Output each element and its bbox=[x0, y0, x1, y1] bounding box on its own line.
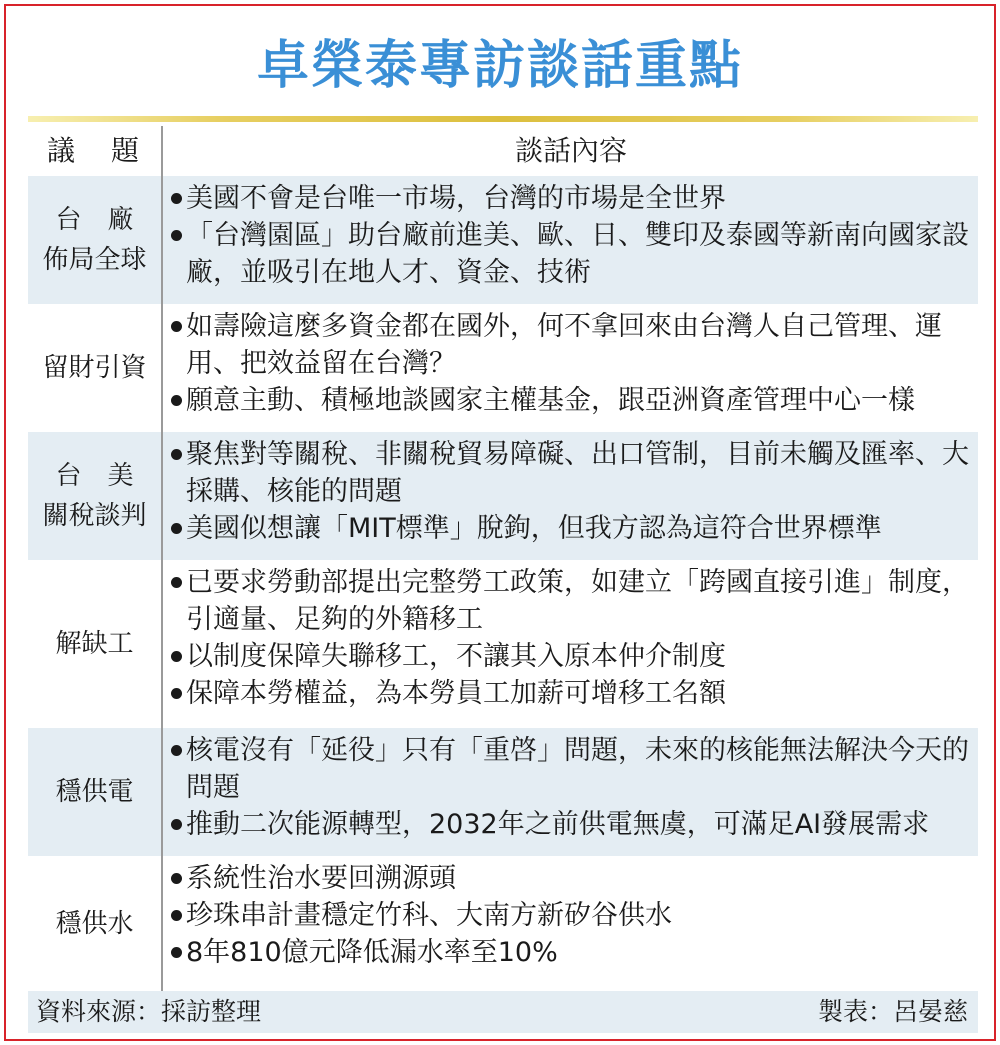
list-item: 系統性治水要回溯源頭 bbox=[170, 860, 976, 897]
row-content bbox=[170, 860, 976, 971]
list-item: 保障本勞權益，為本勞員工加薪可增移工名額 bbox=[170, 675, 976, 712]
title-divider bbox=[28, 116, 978, 122]
topic-line: 穩供水 bbox=[55, 908, 134, 939]
list-item: 推動二次能源轉型，2032年之前供電無虞，可滿足AI發展需求 bbox=[170, 806, 976, 843]
row-content bbox=[170, 308, 976, 419]
column-divider bbox=[161, 126, 163, 991]
table-row bbox=[28, 560, 978, 728]
summary-table bbox=[28, 126, 978, 968]
row-content bbox=[170, 436, 976, 547]
row-content bbox=[170, 180, 976, 291]
list-item: 8年810億元降低漏水率至10% bbox=[170, 934, 976, 971]
list-item: 核電沒有「延役」只有「重啓」問題，未來的核能無法解決今天的問題 bbox=[170, 732, 976, 806]
list-item: 願意主動、積極地談國家主權基金，跟亞洲資產管理中心一樣 bbox=[170, 382, 976, 419]
list-item: 已要求勞動部提出完整勞工政策，如建立「跨國直接引進」制度，引適量、足夠的外籍移工 bbox=[170, 564, 976, 638]
row-topic bbox=[28, 856, 161, 991]
header-topic: 議 題 bbox=[46, 134, 143, 167]
list-item: 如壽險這麼多資金都在國外，何不拿回來由台灣人自己管理、運用、把效益留在台灣？ bbox=[170, 308, 976, 382]
row-content bbox=[170, 564, 976, 712]
topic-line: 佈局全球 bbox=[42, 245, 147, 275]
topic-line: 台 美 bbox=[55, 461, 134, 491]
table-row bbox=[28, 728, 978, 856]
table-row bbox=[28, 856, 978, 991]
topic-line: 留財引資 bbox=[42, 353, 147, 383]
list-item: 以制度保障失聯移工，不讓其入原本仲介制度 bbox=[170, 638, 976, 675]
row-topic bbox=[28, 304, 161, 432]
topic-line: 關稅談判 bbox=[42, 501, 147, 531]
header-content: 談話內容 bbox=[514, 134, 627, 167]
topic-line: 解缺工 bbox=[55, 629, 134, 659]
list-item: 聚焦對等關稅、非關稅貿易障礙、出口管制，目前未觸及匯率、大採購、核能的問題 bbox=[170, 436, 976, 510]
list-item: 美國不會是台唯一市場，台灣的市場是全世界 bbox=[170, 180, 976, 217]
table-row bbox=[28, 432, 978, 560]
source-credit: 資料來源：採訪整理 bbox=[36, 997, 262, 1026]
row-topic bbox=[28, 728, 161, 856]
row-topic bbox=[28, 432, 161, 560]
table-header bbox=[28, 126, 978, 176]
row-topic bbox=[28, 560, 161, 728]
maker-credit: 製表：呂晏慈 bbox=[817, 997, 968, 1026]
infographic-frame bbox=[4, 4, 996, 1041]
row-content bbox=[170, 732, 976, 843]
table-row bbox=[28, 176, 978, 304]
list-item: 珍珠串計畫穩定竹科、大南方新矽谷供水 bbox=[170, 897, 976, 934]
topic-line: 穩供電 bbox=[55, 777, 134, 807]
list-item: 美國似想讓「MIT標準」脫鉤，但我方認為這符合世界標準 bbox=[170, 510, 976, 547]
page-title: 卓榮泰專訪談話重點 bbox=[256, 36, 743, 96]
row-topic bbox=[28, 176, 161, 304]
list-item: 「台灣園區」助台廠前進美、歐、日、雙印及泰國等新南向國家設廠，並吸引在地人才、資金、技術 bbox=[170, 217, 976, 291]
footer-bar bbox=[28, 991, 978, 1033]
table-row bbox=[28, 304, 978, 432]
topic-line: 台 廠 bbox=[55, 205, 134, 235]
